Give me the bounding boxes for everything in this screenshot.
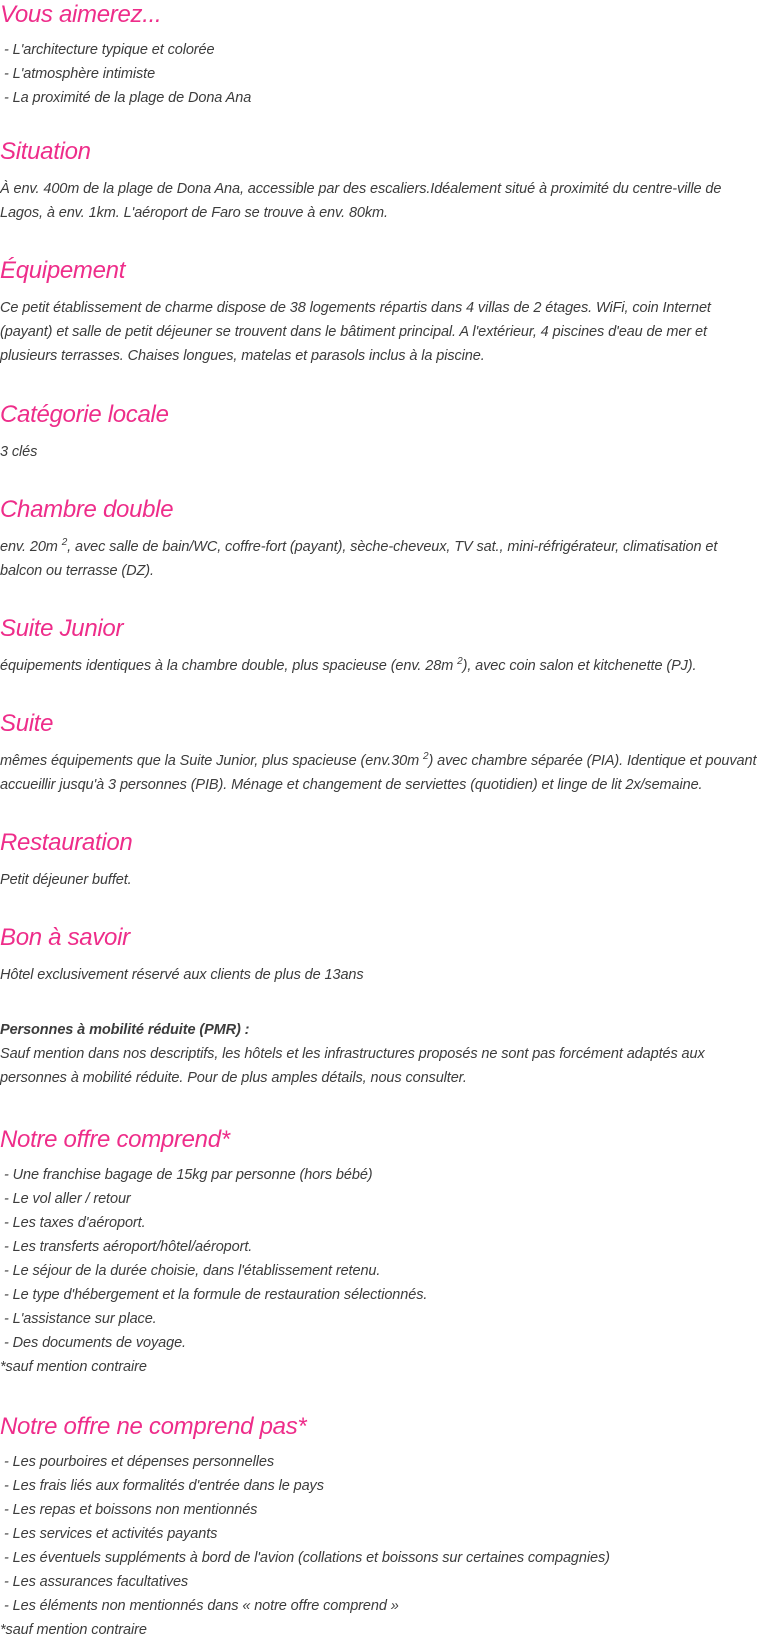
section-title: Catégorie locale (0, 401, 169, 428)
section-text (0, 749, 758, 797)
text-part: ), avec coin salon et kitchenette (PJ). (462, 658, 697, 674)
pmr-label: Personnes à mobilité réduite (PMR) : (0, 1022, 250, 1038)
list-item: - Une franchise bagage de 15kg par personne (hors bébé) (4, 1167, 373, 1183)
list-item: - Les éléments non mentionnés dans « notre offre comprend » (4, 1598, 399, 1614)
list-item: - Le type d'hébergement et la formule de restauration sélectionnés. (4, 1287, 428, 1303)
section-title: Chambre double (0, 496, 174, 523)
section-title: Suite (0, 710, 54, 737)
list-item: - L'architecture typique et colorée (4, 42, 215, 58)
section-text: À env. 400m de la plage de Dona Ana, accessible par des escaliers.Idéalement situé à proximité du centre-ville de Lagos, à env. 1km. L'aéroport de Faro se trouve à env. 80km. (0, 181, 722, 221)
section-title: Suite Junior (0, 615, 124, 642)
section-chambre-double (0, 495, 758, 583)
list-item: - Les assurances facultatives (4, 1574, 189, 1590)
text-part: mêmes équipements que la Suite Junior, plus spacieuse (env.30m (0, 753, 424, 769)
section-equipement (0, 256, 758, 368)
footnote: *sauf mention contraire (0, 1359, 147, 1375)
section-text: 3 clés (0, 444, 38, 460)
text-part: , avec salle de bain/WC, coffre-fort (payant), sèche-cheveux, TV sat., mini-réfrigérateur, climatisation et balcon ou terrasse (DZ). (0, 539, 718, 579)
list-item: - La proximité de la plage de Dona Ana (4, 90, 252, 106)
section-text: Ce petit établissement de charme dispose de 38 logements répartis dans 4 villas de 2 étages. WiFi, coin Internet (payant) et salle de petit déjeuner se trouvent dans le bâtiment principal. A l'extérieur, 4 piscines d'eau de mer et plusieurs terrasses. Chaises longues, matelas et parasols inclus à la piscine. (0, 300, 711, 364)
section-text: Petit déjeuner buffet. (0, 872, 132, 888)
section-title: Équipement (0, 257, 126, 284)
superscript: 2 (61, 537, 68, 549)
highlights-list (0, 38, 758, 110)
list-item: - Les transferts aéroport/hôtel/aéroport. (4, 1239, 253, 1255)
superscript: 2 (423, 751, 429, 763)
excluded-list (0, 1450, 758, 1642)
section-offre-ne-comprend-pas (0, 1412, 758, 1642)
section-categorie-locale (0, 400, 758, 464)
section-vous-aimerez (0, 0, 758, 110)
section-text (0, 535, 758, 583)
section-situation (0, 137, 758, 225)
list-item: - Des documents de voyage. (4, 1335, 186, 1351)
section-text (0, 654, 758, 678)
section-title: Notre offre comprend* (0, 1126, 230, 1153)
list-item: - Les services et activités payants (4, 1526, 218, 1542)
section-text: Hôtel exclusivement réservé aux clients de plus de 13ans (0, 967, 364, 983)
list-item: - Les repas et boissons non mentionnés (4, 1502, 258, 1518)
section-title: Situation (0, 138, 91, 165)
list-item: - Les éventuels suppléments à bord de l'avion (collations et boissons sur certaines compagnies) (4, 1550, 610, 1566)
list-item: - Les frais liés aux formalités d'entrée dans le pays (4, 1478, 324, 1494)
section-offre-comprend (0, 1125, 758, 1379)
footnote: *sauf mention contraire (0, 1622, 147, 1638)
section-restauration (0, 828, 758, 892)
section-title: Vous aimerez... (0, 1, 162, 28)
section-suite (0, 709, 758, 797)
superscript: 2 (457, 656, 463, 668)
text-part: équipements identiques à la chambre double, plus spacieuse (env. 28m (0, 658, 458, 674)
list-item: - L'atmosphère intimiste (4, 66, 156, 82)
list-item: - Les pourboires et dépenses personnelles (4, 1454, 274, 1470)
pmr-text: Sauf mention dans nos descriptifs, les hôtels et les infrastructures proposés ne sont pas forcément adaptés aux personnes à mobilité réduite. Pour de plus amples détails, nous consulter. (0, 1046, 705, 1086)
section-suite-junior (0, 614, 758, 678)
section-title: Notre offre ne comprend pas* (0, 1413, 307, 1440)
included-list (0, 1163, 758, 1379)
list-item: - Les taxes d'aéroport. (4, 1215, 146, 1231)
list-item: - Le séjour de la durée choisie, dans l'établissement retenu. (4, 1263, 381, 1279)
section-bon-a-savoir (0, 923, 758, 1090)
section-title: Bon à savoir (0, 924, 130, 951)
section-title: Restauration (0, 829, 133, 856)
list-item: - L'assistance sur place. (4, 1311, 157, 1327)
text-part: env. 20m (0, 539, 62, 555)
list-item: - Le vol aller / retour (4, 1191, 131, 1207)
text-part: ) avec chambre séparée (PIA). Identique et pouvant accueillir jusqu'à 3 personnes (PIB). Ménage et changement de serviettes (quotidien) et linge de lit 2x/semaine. (0, 753, 757, 793)
